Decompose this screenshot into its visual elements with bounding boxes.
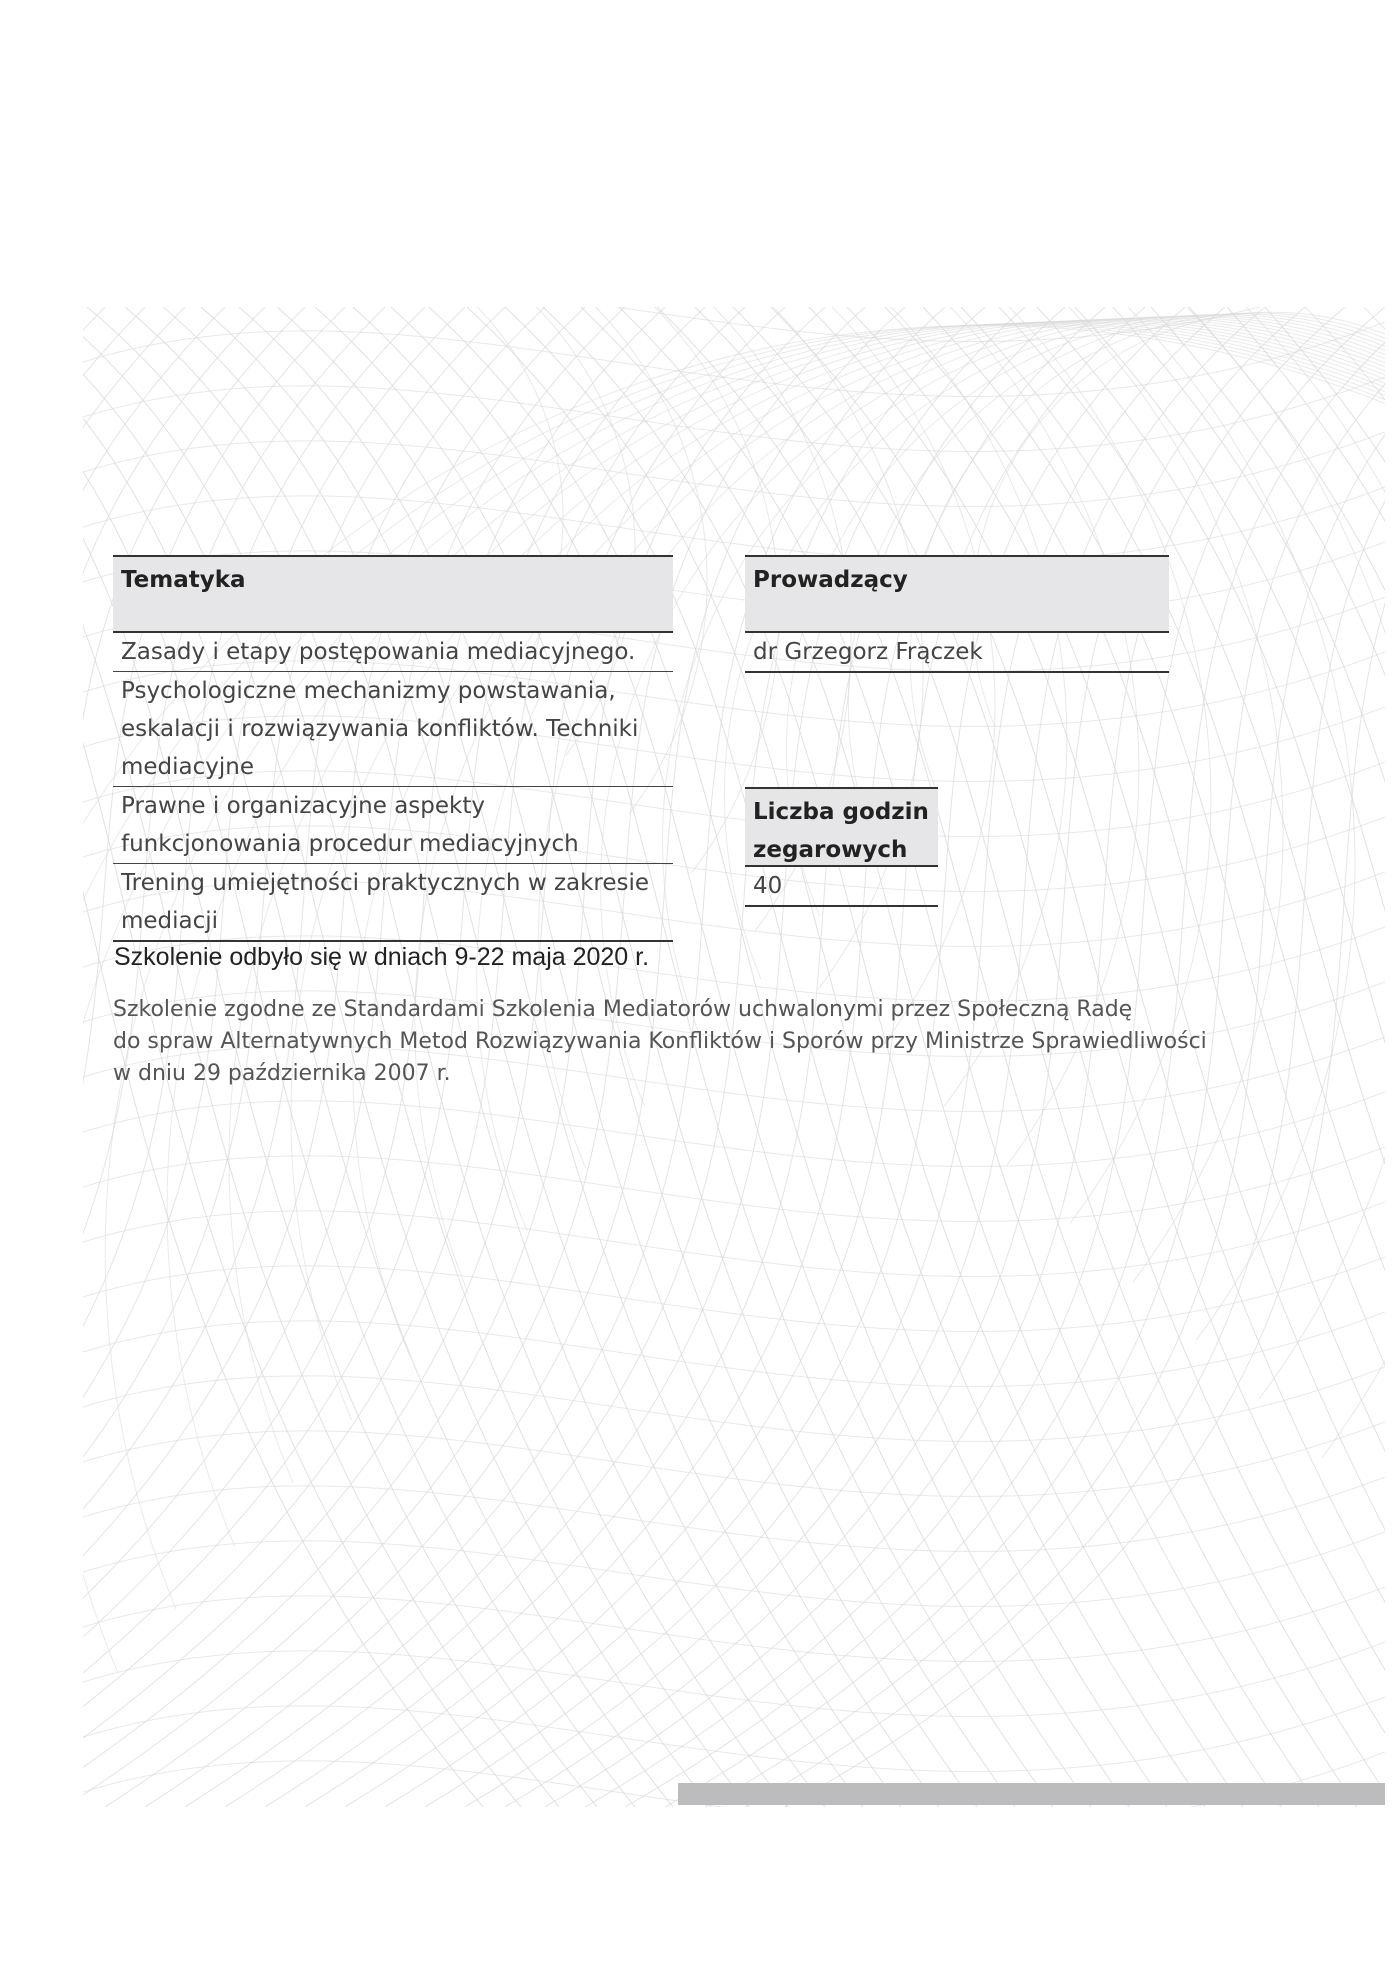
guilloche-line bbox=[83, 1257, 1385, 1331]
hours-table bbox=[745, 787, 938, 907]
standards-line: w dniu 29 października 2007 r. bbox=[113, 1061, 451, 1086]
topic-row: Psychologiczne mechanizmy powstawania, eskalacji i rozwiązywania konfliktów. Techniki mediacyjne bbox=[113, 672, 673, 787]
lecturer-table bbox=[745, 555, 1169, 673]
topics-table bbox=[113, 555, 673, 942]
guilloche-line bbox=[83, 1312, 1385, 1386]
guilloche-line bbox=[83, 1147, 1385, 1221]
guilloche-line bbox=[83, 1422, 1385, 1496]
guilloche-line bbox=[83, 1367, 1385, 1441]
standards-line: do spraw Alternatywnych Metod Rozwiązywania Konfliktów i Sporów przy Ministrze Sprawiedliwości bbox=[113, 1029, 1207, 1054]
lecturer-name: dr Grzegorz Frączek bbox=[745, 633, 1169, 673]
hours-header: Liczba godzin zegarowych bbox=[745, 787, 938, 867]
standards-statement bbox=[113, 994, 1213, 1090]
topic-row: Zasady i etapy postępowania mediacyjnego. bbox=[113, 633, 673, 672]
lecturer-header: Prowadzący bbox=[745, 555, 1169, 633]
guilloche-line bbox=[83, 307, 105, 1807]
guilloche-line bbox=[83, 1477, 1385, 1551]
topic-row: Trening umiejętności praktycznych w zakresie mediacji bbox=[113, 864, 673, 942]
guilloche-line bbox=[83, 487, 1385, 561]
footer-bar bbox=[678, 1783, 1385, 1805]
training-dates: Szkolenie odbyło się w dniach 9-22 maja 2020 r. bbox=[114, 943, 650, 971]
topic-row: Prawne i organizacyjne aspekty funkcjonowania procedur mediacyjnych bbox=[113, 787, 673, 864]
standards-line: Szkolenie zgodne ze Standardami Szkolenia Mediatorów uchwalonymi przez Społeczną Radę bbox=[113, 997, 1133, 1022]
guilloche-line bbox=[83, 1532, 1385, 1606]
hours-value: 40 bbox=[745, 867, 938, 907]
topics-header: Tematyka bbox=[113, 555, 673, 633]
